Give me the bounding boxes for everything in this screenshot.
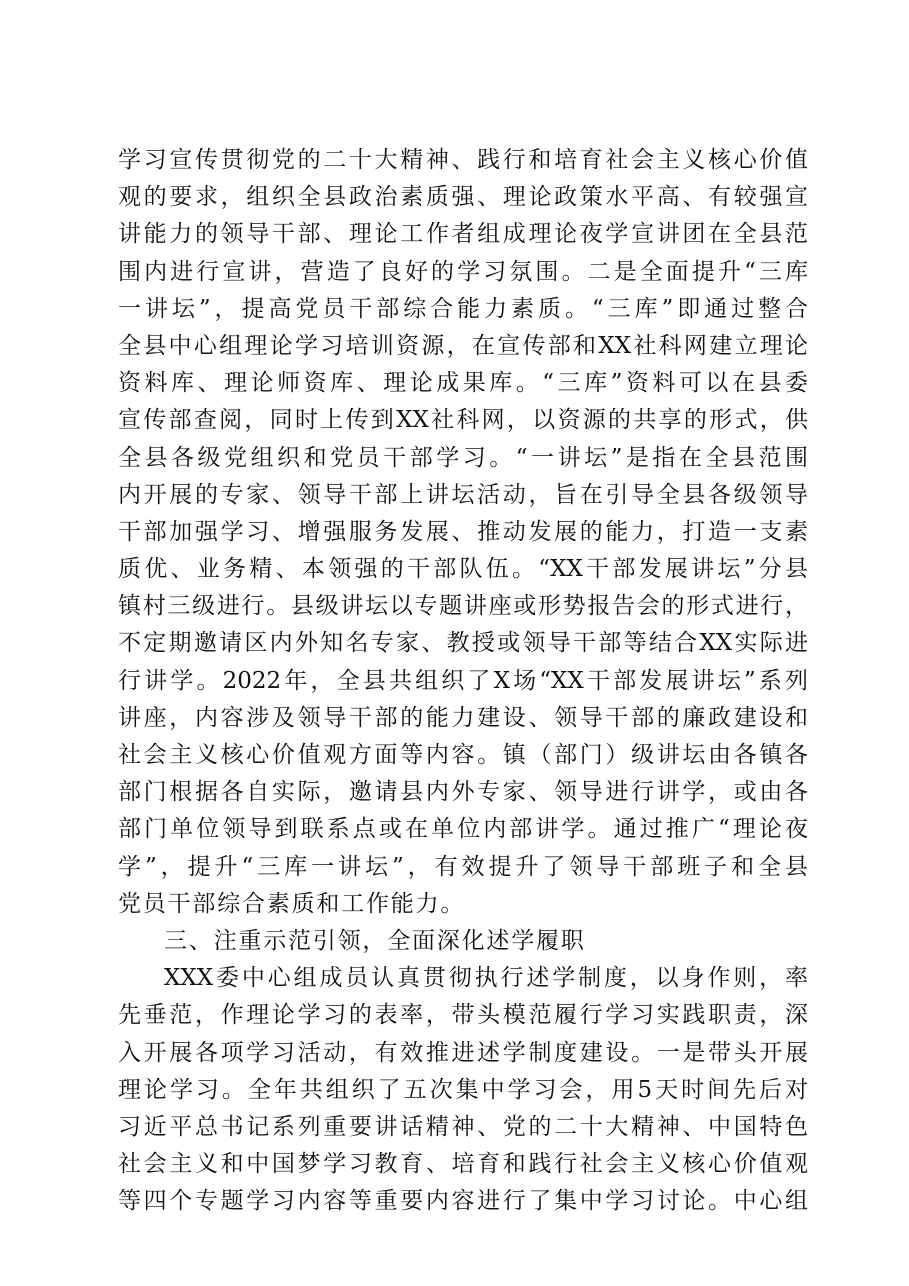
document-body bbox=[118, 142, 808, 1220]
text-line: 观的要求，组织全县政治素质强、理论政策水平高、有较强宣 bbox=[118, 184, 808, 211]
text-line: 干部加强学习、增强服务发展、推动发展的能力，打造一支素 bbox=[118, 518, 808, 545]
text-line: 学习宣传贯彻党的二十大精神、践行和培育社会主义核心价值 bbox=[118, 147, 808, 173]
text-line: 质优、业务精、本领强的干部队伍。“XX干部发展讲坛”分县 bbox=[118, 556, 808, 583]
text-line: 入开展各项学习活动，有效推进述学制度建设。一是带头开展 bbox=[118, 1039, 808, 1066]
text-line: 习近平总书记系列重要讲话精神、党的二十大精神、中国特色 bbox=[118, 1113, 808, 1140]
text-line: 全县各级党组织和党员干部学习。“一讲坛”是指在全县范围 bbox=[118, 444, 808, 471]
text-line: 等四个专题学习内容等重要内容进行了集中学习讨论。中心组 bbox=[118, 1188, 808, 1215]
text-line: 全县中心组理论学习培训资源，在宣传部和XX社科网建立理论 bbox=[118, 332, 808, 359]
text-line: 行讲学。2022年，全县共组织了X场“XX干部发展讲坛”系列 bbox=[118, 667, 808, 694]
text-line: 党员干部综合素质和工作能力。 bbox=[118, 890, 466, 917]
text-line: XXX委中心组成员认真贯彻执行述学制度，以身作则，率 bbox=[164, 965, 808, 992]
text-line: 学”，提升“三库一讲坛”，有效提升了领导干部班子和全县 bbox=[118, 853, 808, 880]
text-line: 镇村三级进行。县级讲坛以专题讲座或形势报告会的形式进行， bbox=[118, 593, 808, 620]
text-line: 宣传部查阅，同时上传到XX社科网，以资源的共享的形式，供 bbox=[118, 407, 808, 434]
text-line: 一讲坛”，提高党员干部综合能力素质。“三库”即通过整合 bbox=[118, 295, 808, 322]
text-line: 内开展的专家、领导干部上讲坛活动，旨在引导全县各级领导 bbox=[118, 481, 808, 508]
text-line: 先垂范，作理论学习的表率，带头模范履行学习实践职责，深 bbox=[118, 1002, 808, 1029]
text-line: 讲能力的领导干部、理论工作者组成理论夜学宣讲团在全县范 bbox=[118, 221, 808, 248]
text-line: 部门根据各自实际，邀请县内外专家、领导进行讲学，或由各 bbox=[118, 779, 808, 806]
text-line: 社会主义和中国梦学习教育、培育和践行社会主义核心价值观 bbox=[118, 1151, 808, 1178]
text-line: 理论学习。全年共组织了五次集中学习会，用5天时间先后对 bbox=[118, 1076, 808, 1103]
text-line: 社会主义核心价值观方面等内容。镇（部门）级讲坛由各镇各 bbox=[118, 742, 808, 768]
section-heading: 三、注重示范引领，全面深化述学履职 bbox=[164, 927, 586, 954]
text-line: 讲座，内容涉及领导干部的能力建设、领导干部的廉政建设和 bbox=[118, 704, 808, 731]
text-line: 围内进行宣讲，营造了良好的学习氛围。二是全面提升“三库 bbox=[118, 258, 808, 285]
text-line: 资料库、理论师资库、理论成果库。“三库”资料可以在县委 bbox=[118, 370, 808, 397]
text-line: 不定期邀请区内外知名专家、教授或领导干部等结合XX实际进 bbox=[118, 630, 808, 657]
text-line: 部门单位领导到联系点或在单位内部讲学。通过推广“理论夜 bbox=[118, 816, 808, 843]
